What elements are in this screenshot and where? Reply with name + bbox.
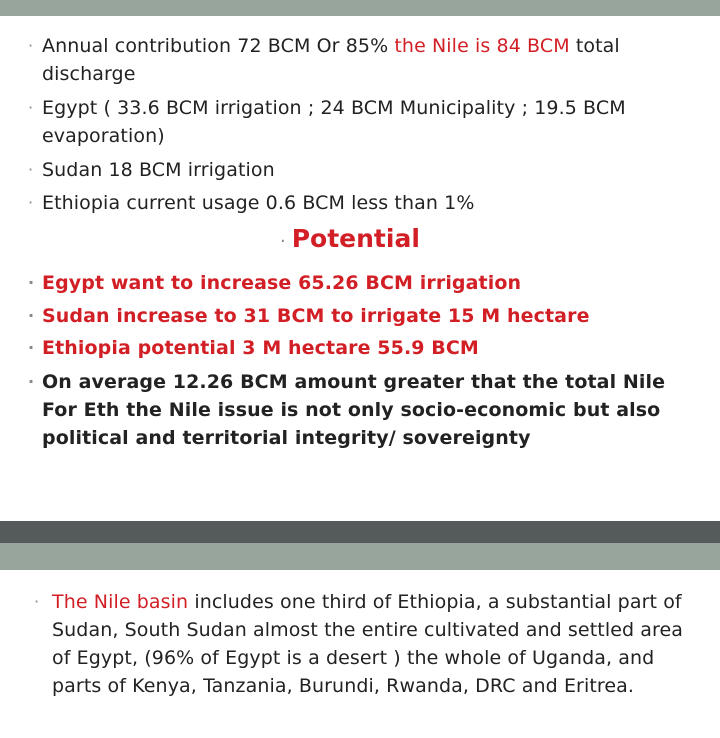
bullet-ethiopia-usage (42, 189, 682, 217)
bullet-highlight: The Nile basin (52, 591, 189, 613)
bullet-highlight: the Nile is 84 BCM (394, 35, 570, 57)
bullet-egypt-usage (42, 94, 682, 150)
bullet-text: Egypt want to increase 65.26 BCM irrigation (42, 272, 522, 294)
bullet-sudan-usage (42, 156, 682, 184)
bullet-annual-contribution (42, 32, 682, 88)
section-heading-potential: · Potential (280, 222, 420, 259)
slide-nile-usage (0, 16, 720, 521)
slide-header-bar (0, 543, 720, 570)
bullet-text: Ethiopia potential 3 M hectare 55.9 BCM (42, 337, 479, 359)
top-divider-bar (0, 0, 720, 16)
bullet-sudan-potential (42, 302, 682, 330)
bullet-text: Egypt ( 33.6 BCM irrigation ; 24 BCM Municipality ; 19.5 BCM evaporation) (42, 97, 626, 147)
bullet-nile-basin (52, 588, 692, 700)
bullet-text-line1: · On average 12.26 BCM amount greater that the total Nile (42, 371, 666, 393)
bullet-ethiopia-potential (42, 334, 682, 362)
slide-nile-basin (0, 570, 720, 738)
bullet-text: includes one third of Ethiopia, a substantial part of Sudan, South Sudan almost the entire cultivated and settled area of Egypt, (96% of Egypt is a desert ) the whole of Uganda, and parts of Kenya, Tanzania, Burundi, Rwanda, DRC and Eritrea. (52, 591, 684, 697)
bullet-average-summary (42, 368, 682, 452)
bullet-text: Ethiopia current usage 0.6 BCM less than 1% (42, 192, 475, 214)
slide-separator-dark (0, 521, 720, 543)
bullet-text: Sudan 18 BCM irrigation (42, 159, 275, 181)
bullet-text-line2: For Eth the Nile issue is not only socio-economic but also political and territorial integrity/ sovereignty (42, 399, 661, 449)
bullet-egypt-potential (42, 269, 682, 297)
bullet-text: Annual contribution 72 BCM Or 85% (42, 35, 395, 57)
bullet-text: Sudan increase to 31 BCM to irrigate 15 M hectare (42, 305, 590, 327)
bullet-text-end: total discharge (42, 35, 620, 85)
